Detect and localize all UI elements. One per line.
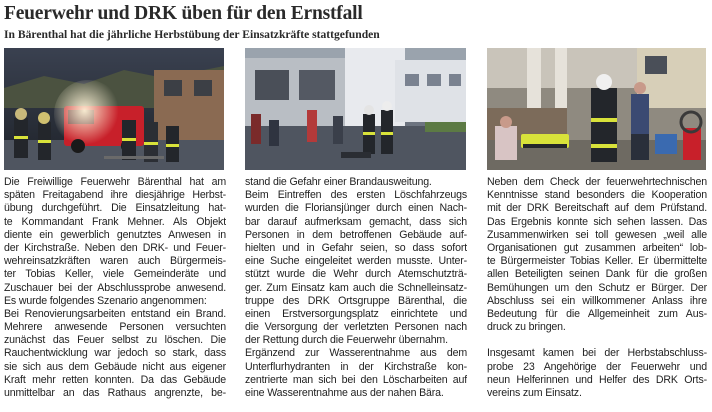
text-line: Organisationen gut zusammen arbeiten“ lob- [487, 241, 707, 254]
text-column-3 [487, 176, 707, 400]
text-line: Zusammenwirken sei toll gewesen „weil alle [487, 228, 707, 241]
photo-fire-truck-night [4, 48, 224, 170]
text-line: probe 23 Angehörige der Feuerwehr und [487, 360, 707, 373]
text-line: mit der DRK Bereitschaft auf dem Prüfstand. [487, 202, 707, 215]
text-line: stützt wurde die Wehr durch Atemschutzträ- [245, 268, 467, 281]
text-line: stand die Gefahr einer Brandausweitung. [245, 176, 432, 188]
text-line: Rauchentwicklung war jedoch so stark, dass [4, 347, 226, 360]
text-line: Bedeutung für die Allgemeinheit zum Aus- [487, 307, 707, 320]
text-line: Bei Renovierungsarbeiten entstand ein Brand. [4, 307, 226, 320]
text-line: der Kirchstraße. Neben den DRK- und Feuer- [4, 241, 226, 254]
text-column-2 [245, 176, 467, 400]
text-line: eine Suche eingeleitet werden musste. Unter- [245, 255, 467, 268]
text-line: Ergänzend zur Wasserentnahme aus dem [245, 347, 467, 360]
text-line: unmittelbar an das Rathaus angrenzte, be- [4, 387, 226, 399]
text-line: Unterflurhydranten in der Kirchstraße kon- [245, 360, 467, 373]
photo-building-firefighters [245, 48, 466, 170]
text-line: Das Ergebnis konnte sich sehen lassen. Das [487, 215, 707, 228]
text-line: allen Beteiligten seinen Dank für die großen [487, 268, 707, 281]
text-line: wehreinsatzkräften waren auch Bürgermeis- [4, 255, 226, 268]
text-line: truppe des DRK Ortsgruppe Bärenthal, die [245, 294, 467, 307]
text-line: der Rettung durch die Feuerwehr übernahm. [245, 334, 448, 347]
text-line: späten Freitagabend ihre diesjährige Herbst- [4, 189, 226, 202]
text-line: Kraft mehr retten konnten. Da das Gebäude [4, 373, 226, 386]
text-line: hielten und in Gefahr seien, so dass sofort [245, 241, 467, 254]
text-line: vereins zum Einsatz. [487, 387, 582, 399]
text-line: zentrierte man sich bei den Löscharbeiten auf [245, 373, 467, 386]
text-line: eine Wasserentnahme aus der nahen Bära. [245, 387, 444, 399]
text-line: neun Helferinnen und Helfer des DRK Orts- [487, 373, 707, 386]
text-line: Kenntnisse stand besonders die Kooperation [487, 189, 707, 202]
text-line: Personen in dem betroffenen Gebäude auf- [245, 228, 467, 241]
text-line: druck zu bringen. [487, 321, 566, 334]
text-column-1 [4, 176, 226, 400]
article-headline: Feuerwehr und DRK üben für den Ernstfall [4, 3, 363, 24]
text-line: Es wurde folgendes Szenario angenommen: [4, 294, 207, 307]
text-line: Die Freiwillige Feuerwehr Bärenthal hat am [4, 176, 226, 188]
text-line: Neben dem Check der feuerwehrtechnischen [487, 176, 707, 188]
text-line: Beim Eintreffen des ersten Löschfahrzeugs [245, 189, 467, 202]
text-line: einen Erstversorgungsplatz einrichtete und [245, 307, 467, 320]
photo-rescue-care [487, 48, 706, 170]
photo-strip [4, 48, 706, 170]
text-line: Bemühungen um den Schutz er Bürger. Der [487, 281, 707, 294]
text-line: die Versorgung der verletzten Personen nach [245, 321, 467, 334]
text-line: bar darauf aufmerksam gemacht, dass sich [245, 215, 467, 228]
text-line: ter Tobias Keller, viele Gemeinderäte und [4, 268, 226, 281]
text-line: te Bürgermeister Tobias Keller. Er übermittelte [487, 255, 707, 268]
text-line: zunächst das Feuer selbst zu löschen. Die [4, 334, 226, 347]
text-line: Insgesamt kamen bei der Herbstabschluss- [487, 347, 707, 360]
text-line: diente ein gewerblich genutztes Anwesen in [4, 228, 226, 241]
paragraph-gap [487, 334, 707, 347]
text-line: te Kommandant Frank Mehner. Als Objekt [4, 215, 226, 228]
text-line: sie sich aus dem Gebäude nicht aus eigener [4, 360, 226, 373]
article-subheadline: In Bärenthal hat die jährliche Herbstübung der Einsatzkräfte stattgefunden [4, 28, 380, 41]
text-line: Zuschauer bei der Abschlussprobe anwesend. [4, 281, 226, 294]
text-line: wurden die Floriansjünger durch einen Nach- [245, 202, 467, 215]
text-line: übung durchgeführt. Die Einsatzleitung hat- [4, 202, 226, 215]
text-line: ger. Zum Einsatz kam auch die Schnelleinsatz- [245, 281, 467, 294]
text-line: Mehrere anwesende Personen versuchten [4, 321, 226, 334]
text-line: Abschluss sei ein willkommener Anlass ihre [487, 294, 707, 307]
